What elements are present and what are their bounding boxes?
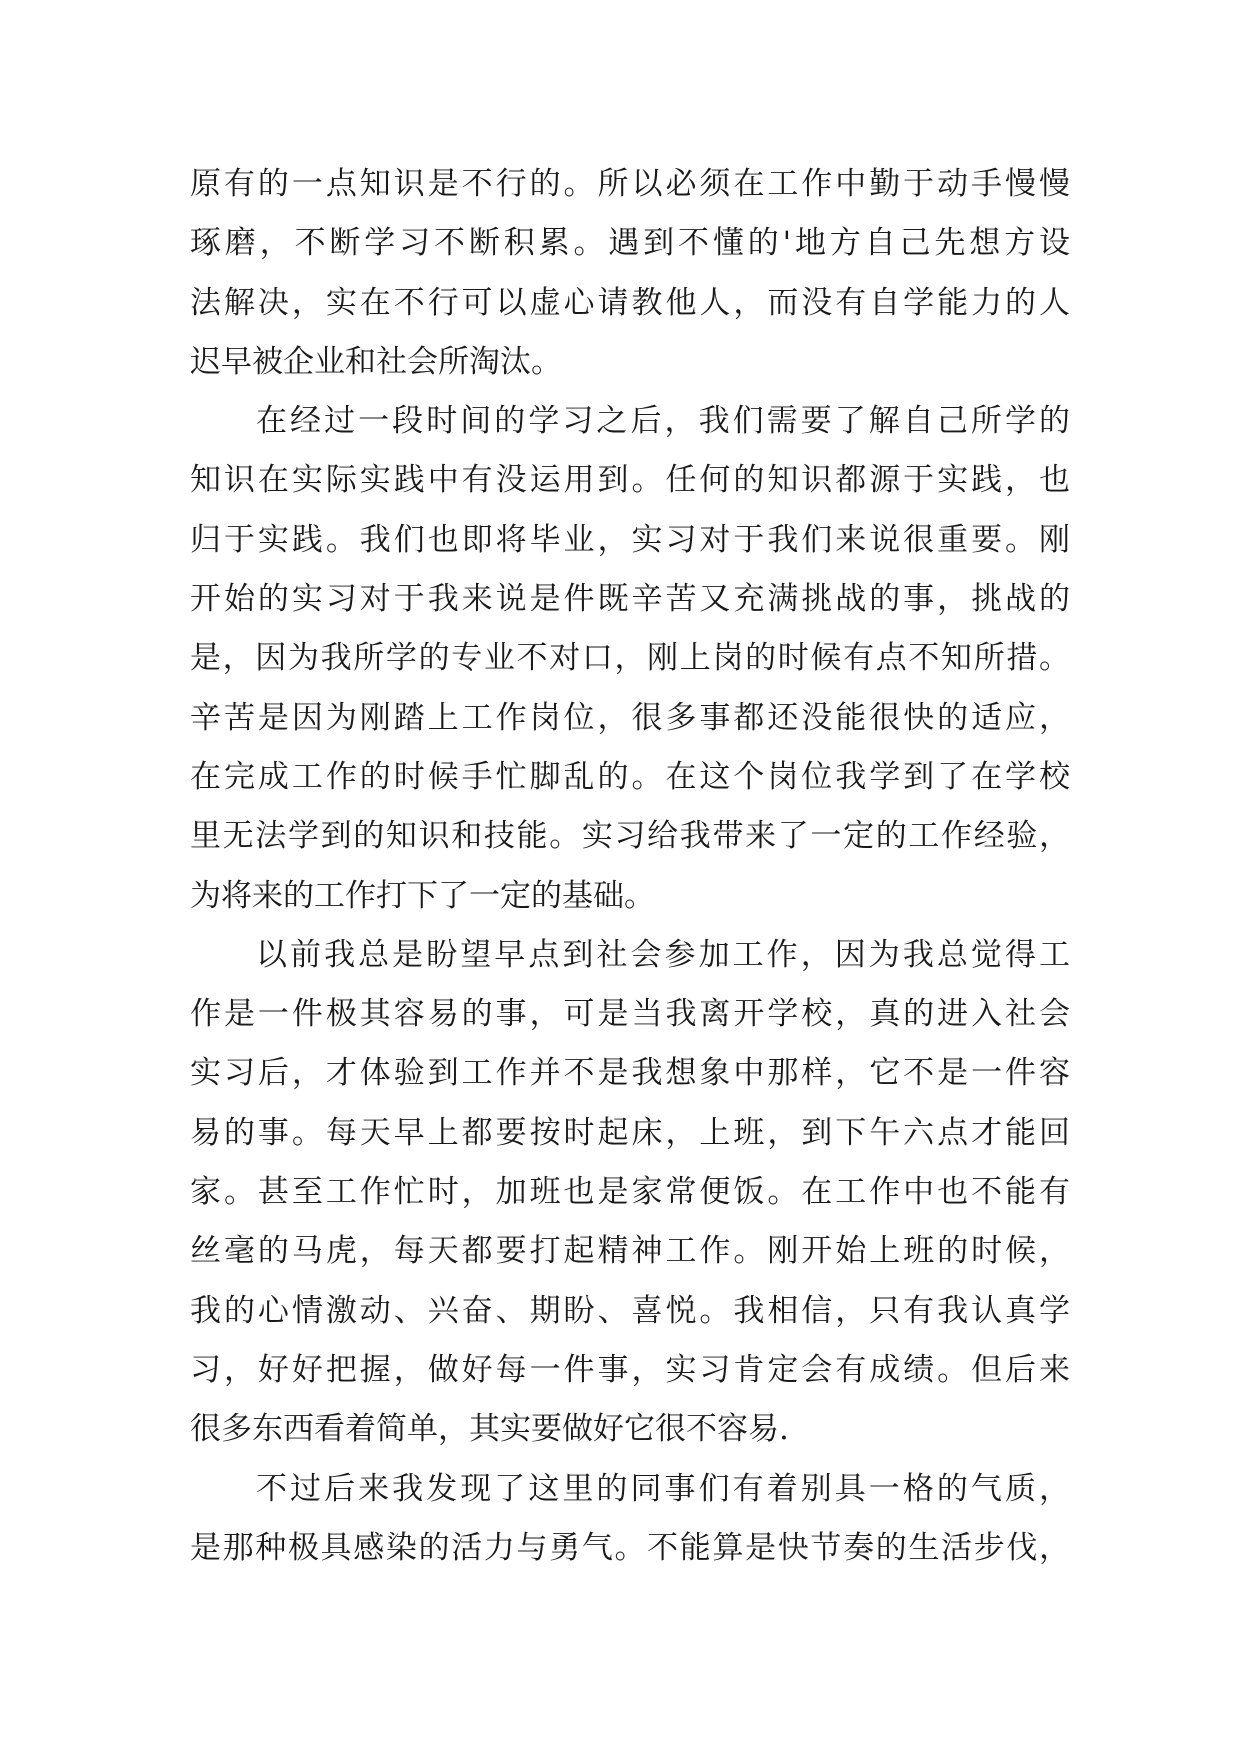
body-text bbox=[190, 155, 1070, 1578]
text-line: 开始的实习对于我来说是件既辛苦又充满挑战的事，挑战的 bbox=[190, 581, 1070, 618]
text-line: 我的心情激动、兴奋、期盼、喜悦。我相信，只有我认真学 bbox=[190, 1292, 1070, 1329]
text-line: 家。甚至工作忙时，加班也是家常便饭。在工作中也不能有 bbox=[190, 1174, 1070, 1211]
text-line: 在经过一段时间的学习之后，我们需要了解自己所学的 bbox=[256, 403, 1070, 440]
text-line: 归于实践。我们也即将毕业，实习对于我们来说很重要。刚 bbox=[190, 521, 1070, 558]
text-line: 辛苦是因为刚踏上工作岗位，很多事都还没能很快的适应， bbox=[190, 699, 1070, 736]
text-line: 作是一件极其容易的事，可是当我离开学校，真的进入社会 bbox=[190, 996, 1070, 1033]
text-line: 丝毫的马虎，每天都要打起精神工作。刚开始上班的时候， bbox=[190, 1233, 1070, 1270]
text-line: 法解决，实在不行可以虚心请教他人，而没有自学能力的人 bbox=[190, 284, 1070, 321]
text-line: 原有的一点知识是不行的。所以必须在工作中勤于动手慢慢 bbox=[190, 166, 1070, 202]
text-line: 很多东西看着简单，其实要做好它很不容易. bbox=[190, 1411, 789, 1448]
text-line: 以前我总是盼望早点到社会参加工作，因为我总觉得工 bbox=[256, 936, 1070, 973]
text-line: 习，好好把握，做好每一件事，实习肯定会有成绩。但后来 bbox=[190, 1351, 1070, 1388]
text-line: 实习后，才体验到工作并不是我想象中那样，它不是一件容 bbox=[190, 1055, 1070, 1092]
text-line: 在完成工作的时候手忙脚乱的。在这个岗位我学到了在学校 bbox=[190, 758, 1070, 795]
text-line: 为将来的工作打下了一定的基础。 bbox=[190, 877, 655, 914]
text-line: 知识在实际实践中有没运用到。任何的知识都源于实践，也 bbox=[190, 462, 1070, 499]
text-line: 不过后来我发现了这里的同事们有着别具一格的气质， bbox=[256, 1470, 1070, 1507]
text-line: 是，因为我所学的专业不对口，刚上岗的时候有点不知所措。 bbox=[190, 640, 1070, 677]
text-line: 琢磨，不断学习不断积累。遇到不懂的'地方自己先想方设 bbox=[190, 225, 1070, 262]
text-line: 是那种极具感染的活力与勇气。不能算是快节奏的生活步伐， bbox=[190, 1529, 1070, 1566]
text-line: 迟早被企业和社会所淘汰。 bbox=[190, 343, 562, 380]
text-line: 易的事。每天早上都要按时起床，上班，到下午六点才能回 bbox=[190, 1114, 1070, 1151]
text-line: 里无法学到的知识和技能。实习给我带来了一定的工作经验， bbox=[190, 818, 1070, 855]
